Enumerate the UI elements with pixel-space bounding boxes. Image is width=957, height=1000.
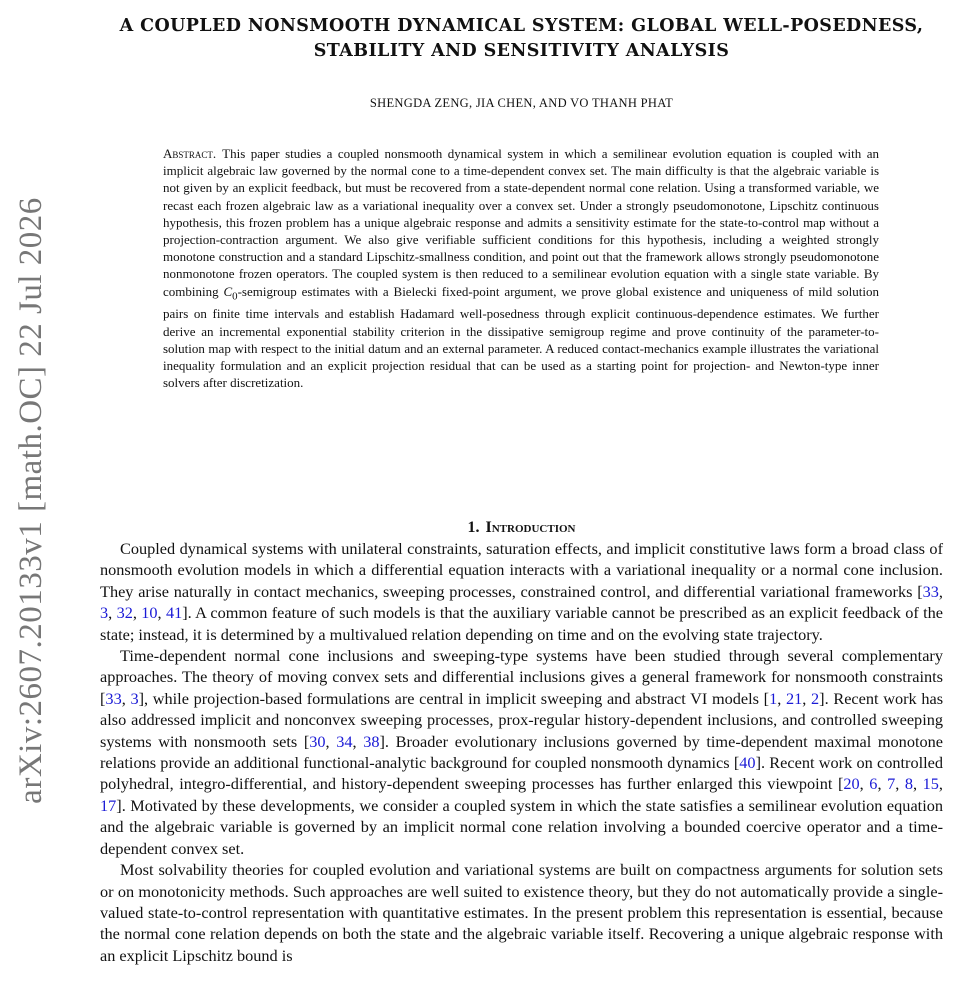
citation-link[interactable]: 15 bbox=[922, 774, 939, 794]
arxiv-identifier: arXiv:2607.20133v1 [math.OC] 22 Jul 2026 bbox=[12, 196, 49, 804]
paragraph-text: , bbox=[913, 774, 923, 794]
paragraph-text: ]. Recent work has also addressed implicit and nonconvex sweeping processes, prox-regular history-dependent inclusions, and controlled sweeping systems with nonsmooth sets [ bbox=[100, 688, 944, 751]
citation-link[interactable]: 40 bbox=[739, 753, 756, 773]
paper-title bbox=[100, 14, 943, 64]
citation-link[interactable]: 34 bbox=[336, 731, 353, 751]
paragraph-text: , bbox=[877, 774, 888, 794]
paragraph-text: , bbox=[938, 581, 943, 601]
citation-link[interactable]: 10 bbox=[141, 603, 158, 623]
paragraph-text: , bbox=[777, 688, 786, 708]
paragraph-text: , bbox=[325, 731, 337, 751]
citation-link[interactable]: 8 bbox=[904, 774, 913, 794]
citation-link[interactable]: 30 bbox=[309, 731, 326, 751]
citation-link[interactable]: 1 bbox=[769, 688, 778, 708]
citation-link[interactable]: 33 bbox=[105, 688, 122, 708]
citation-link[interactable]: 3 bbox=[130, 688, 139, 708]
citation-link[interactable]: 17 bbox=[100, 795, 117, 815]
citation-link[interactable]: 20 bbox=[843, 774, 860, 794]
section-heading bbox=[100, 519, 943, 537]
citation-link[interactable]: 33 bbox=[922, 581, 939, 601]
paragraph-text: , bbox=[352, 731, 364, 751]
abstract-text-part: This paper studies a coupled nonsmooth dynamical system in which a semilinear evolution equation is coupled with an implicit algebraic law governed by the normal cone to a time-dependent convex set. The main difficulty is that the algebraic variable is not given by an explicit feedback, but must be recovered from a state-dependent normal cone relation. Using a transformed variable, we recast each frozen algebraic law as a variational inequality over a convex set. Under a strongly pseudomonotone, Lipschitz continuous hypothesis, this frozen problem has a unique algebraic response and admits a sensitivity estimate for the state-to-control map without a projection-contraction argument. We also give verifiable sufficient conditions for this hypothesis, including a weighted strongly monotone construction and a standard Lipschitz-smallness condition, and point out that the framework allows strongly pseudomonotone nonmonotone frozen operators. The coupled system is then reduced to a semilinear evolution equation with a single state variable. By combining bbox=[163, 146, 879, 299]
citation-link[interactable]: 6 bbox=[869, 774, 878, 794]
paragraph-text: , bbox=[938, 774, 943, 794]
section-number: 1. bbox=[467, 519, 480, 537]
citation-link[interactable]: 7 bbox=[887, 774, 896, 794]
paragraph-text: , bbox=[157, 603, 166, 623]
math-subscript: 0 bbox=[232, 290, 238, 303]
paragraph-text: , bbox=[802, 688, 812, 708]
intro-paragraph bbox=[100, 645, 943, 859]
paragraph-text: ]. Motivated by these developments, we consider a coupled system in which the state satisfies a semilinear evolution equation and the algebraic variable is governed by an implicit normal cone relation involving a bounded coercive operator and a time-dependent convex set. bbox=[100, 795, 943, 858]
paper-title-line: A COUPLED NONSMOOTH DYNAMICAL SYSTEM: GLOBAL WELL-POSEDNESS, bbox=[119, 16, 924, 36]
citation-link[interactable]: 41 bbox=[165, 603, 183, 623]
paragraph-text: ]. Broader evolutionary inclusions governed by time-dependent maximal monotone relations provide an additional functional-analytic background for coupled nonsmooth dynamics [ bbox=[100, 731, 943, 773]
introduction-body bbox=[100, 538, 943, 966]
abstract-label: Abstract. bbox=[163, 146, 217, 161]
paragraph-text: ]. Recent work on controlled polyhedral, integro-differential, and history-dependent sweeping processes has further enlarged this viewpoint [ bbox=[100, 753, 943, 794]
math-symbol-c: C bbox=[223, 283, 233, 299]
abstract-text-part: -semigroup estimates with a Bielecki fixed-point argument, we prove global existence and uniqueness of mild solution pairs on finite time intervals and establish Hadamard well-posedness through explicit continuous-dependence estimates. We further derive an incremental exponential stability criterion in the dissipative semigroup regime and prove continuity of the parameter-to-solution map with respect to the initial datum and an external parameter. A reduced contact-mechanics example illustrates the variational inequality formulation and an explicit projection residual that can be used as a starting point for projection- and Newton-type inner solvers after discretization. bbox=[163, 283, 879, 391]
abstract bbox=[163, 145, 879, 391]
paragraph-text: ], while projection-based formulations are central in implicit sweeping and abstract VI models [ bbox=[138, 688, 770, 708]
paragraph-text: Coupled dynamical systems with unilateral constraints, saturation effects, and implicit constitutive laws form a broad class of nonsmooth evolution models in which a differential equation interacts with a variational inequality or a normal cone inclusion. They arise naturally in contact mechanics, sweeping processes, constrained control, and differential variational frameworks [ bbox=[100, 539, 943, 601]
citation-link[interactable]: 32 bbox=[116, 603, 133, 623]
arxiv-identifier-margin bbox=[0, 0, 62, 1000]
paragraph-text: , bbox=[859, 774, 870, 794]
paragraph-text: , bbox=[132, 603, 142, 623]
citation-link[interactable]: 2 bbox=[811, 688, 820, 708]
paragraph-text: , bbox=[108, 603, 117, 623]
citation-link[interactable]: 21 bbox=[786, 688, 803, 708]
citation-link[interactable]: 38 bbox=[363, 731, 380, 751]
author-list: SHENGDA ZENG, JIA CHEN, AND VO THANH PHAT bbox=[369, 96, 674, 110]
citation-link[interactable]: 3 bbox=[100, 603, 109, 623]
paper-title-line: STABILITY AND SENSITIVITY ANALYSIS bbox=[313, 41, 730, 61]
paragraph-text: ]. A common feature of such models is that the auxiliary variable cannot be prescribed as an explicit feedback of the state; instead, it is determined by a multivalued relation depending on time and on the evolving state trajectory. bbox=[100, 603, 944, 644]
section-name: Introduction bbox=[485, 519, 576, 537]
intro-paragraph bbox=[100, 859, 943, 966]
paragraph-text: , bbox=[121, 688, 131, 708]
paragraph-text: Time-dependent normal cone inclusions and sweeping-type systems have been studied through several complementary approaches. The theory of moving convex sets and differential inclusions gives a general framework for nonsmooth constraints [ bbox=[100, 646, 943, 708]
intro-paragraph bbox=[100, 538, 943, 645]
paragraph-text: Most solvability theories for coupled evolution and variational systems are built on compactness arguments for solution sets or on monotonicity methods. Such approaches are well suited to existence theory, but they do not automatically provide a single-valued state-to-control representation with quantitative estimates. In the present problem this representation is essential, because the normal cone relation depends on both the state and the algebraic variable itself. Recovering a unique algebraic response with an explicit Lipschitz bound is bbox=[100, 860, 943, 965]
paragraph-text: , bbox=[895, 774, 905, 794]
